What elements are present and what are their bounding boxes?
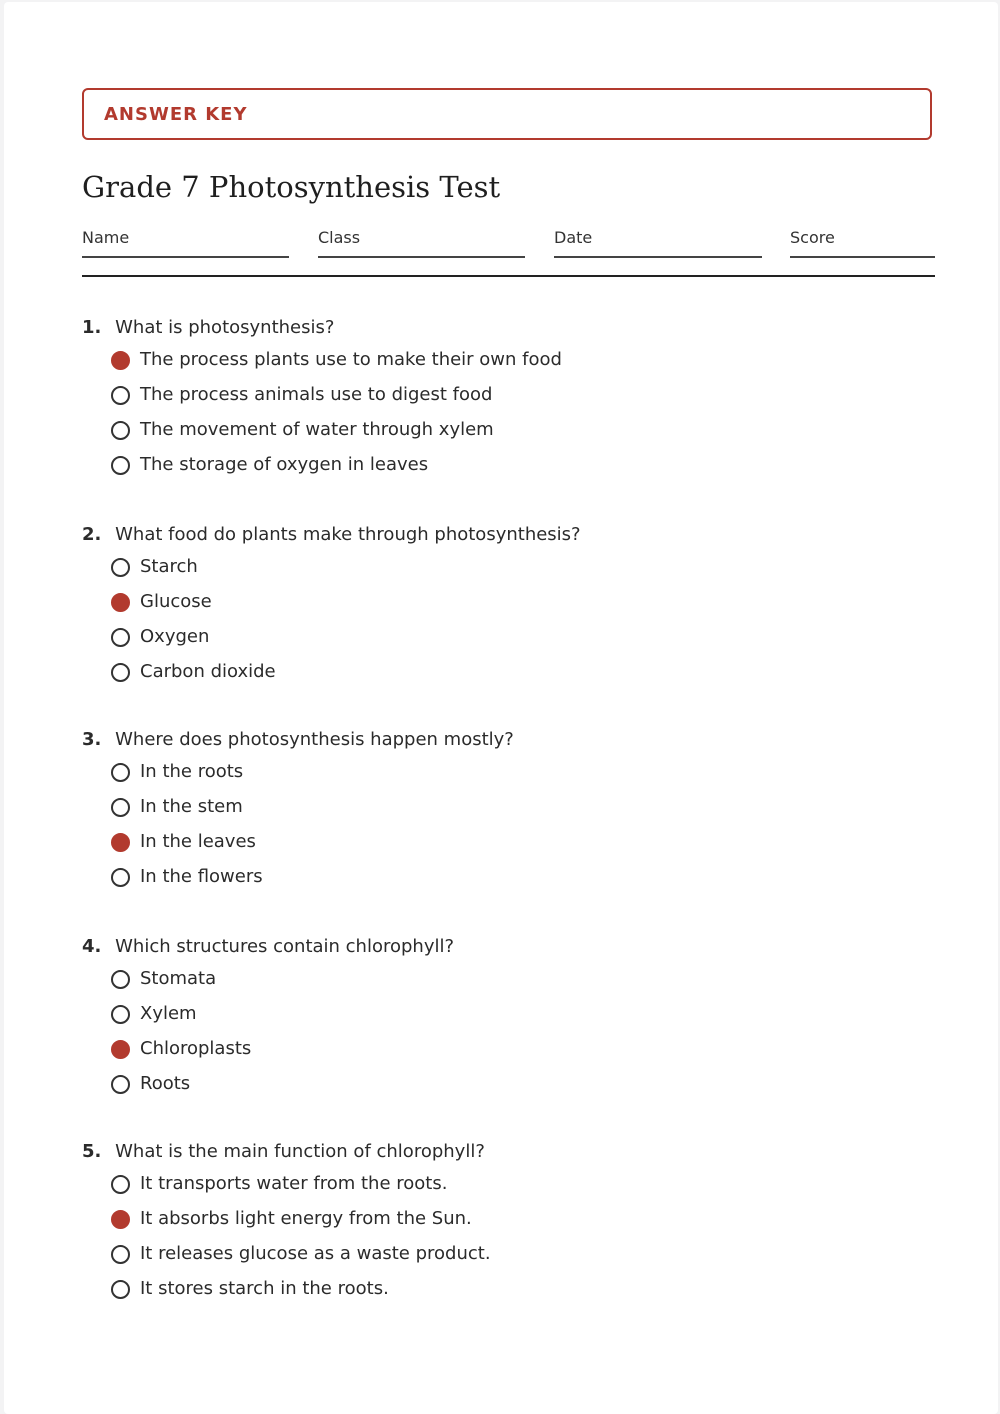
option-label: It stores starch in the roots. xyxy=(140,1278,389,1299)
radio-icon[interactable] xyxy=(111,1075,130,1094)
option[interactable] xyxy=(82,859,514,894)
radio-icon[interactable] xyxy=(111,833,130,852)
radio-icon[interactable] xyxy=(111,1175,130,1194)
header-divider xyxy=(82,275,935,277)
option[interactable] xyxy=(82,342,562,377)
option-label: Roots xyxy=(140,1073,191,1094)
radio-icon[interactable] xyxy=(111,663,130,682)
option-label: Starch xyxy=(140,556,198,577)
option[interactable] xyxy=(82,1166,491,1201)
radio-icon[interactable] xyxy=(111,456,130,475)
radio-icon[interactable] xyxy=(111,970,130,989)
question-number: 3. xyxy=(82,729,102,750)
radio-icon[interactable] xyxy=(111,1280,130,1299)
option-label: Glucose xyxy=(140,591,212,612)
option-label: The process plants use to make their own food xyxy=(140,349,562,370)
radio-icon[interactable] xyxy=(111,763,130,782)
option[interactable] xyxy=(82,789,514,824)
option[interactable] xyxy=(82,1201,491,1236)
radio-icon[interactable] xyxy=(111,1040,130,1059)
question-4 xyxy=(82,933,454,1101)
radio-icon[interactable] xyxy=(111,1210,130,1229)
question-text: What is photosynthesis? xyxy=(115,317,335,338)
option-label: It transports water from the roots. xyxy=(140,1173,448,1194)
question-2 xyxy=(82,521,581,689)
option-label: In the stem xyxy=(140,796,243,817)
radio-icon[interactable] xyxy=(111,593,130,612)
question-number: 5. xyxy=(82,1141,102,1162)
class-label: Class xyxy=(318,228,361,247)
question-text: What is the main function of chlorophyll? xyxy=(115,1141,485,1162)
page-title: Grade 7 Photosynthesis Test xyxy=(82,170,501,204)
option[interactable] xyxy=(82,961,454,996)
option[interactable] xyxy=(82,412,562,447)
option-label: Carbon dioxide xyxy=(140,661,276,682)
option[interactable] xyxy=(82,619,581,654)
question-number: 4. xyxy=(82,936,102,957)
option-label: Xylem xyxy=(140,1003,197,1024)
answer-key-label: ANSWER KEY xyxy=(104,103,248,125)
name-field[interactable] xyxy=(82,228,289,258)
option-label: Oxygen xyxy=(140,626,210,647)
radio-icon[interactable] xyxy=(111,558,130,577)
option-label: In the leaves xyxy=(140,831,256,852)
option-label: Chloroplasts xyxy=(140,1038,252,1059)
radio-icon[interactable] xyxy=(111,386,130,405)
answer-key-banner xyxy=(82,88,932,140)
option[interactable] xyxy=(82,654,581,689)
option-label: In the flowers xyxy=(140,866,263,887)
question-text: What food do plants make through photosynthesis? xyxy=(115,524,581,545)
option[interactable] xyxy=(82,996,454,1031)
question-text: Which structures contain chlorophyll? xyxy=(115,936,455,957)
question-number: 1. xyxy=(82,317,102,338)
name-label: Name xyxy=(82,228,130,247)
radio-icon[interactable] xyxy=(111,798,130,817)
option-label: It releases glucose as a waste product. xyxy=(140,1243,491,1264)
question-3 xyxy=(82,726,514,894)
option-label: The storage of oxygen in leaves xyxy=(140,454,429,475)
radio-icon[interactable] xyxy=(111,628,130,647)
option[interactable] xyxy=(82,377,562,412)
option[interactable] xyxy=(82,754,514,789)
date-label: Date xyxy=(554,228,593,247)
date-field[interactable] xyxy=(554,228,762,258)
option-label: In the roots xyxy=(140,761,244,782)
radio-icon[interactable] xyxy=(111,868,130,887)
radio-icon[interactable] xyxy=(111,421,130,440)
test-page xyxy=(4,2,998,1414)
option-label: The movement of water through xylem xyxy=(140,419,494,440)
option-label: Stomata xyxy=(140,968,217,989)
option-label: The process animals use to digest food xyxy=(140,384,493,405)
option[interactable] xyxy=(82,1271,491,1306)
question-number: 2. xyxy=(82,524,102,545)
question-text: Where does photosynthesis happen mostly? xyxy=(115,729,514,750)
option[interactable] xyxy=(82,824,514,859)
radio-icon[interactable] xyxy=(111,1245,130,1264)
score-label: Score xyxy=(790,228,835,247)
option[interactable] xyxy=(82,584,581,619)
question-5 xyxy=(82,1138,491,1306)
radio-icon[interactable] xyxy=(111,351,130,370)
option[interactable] xyxy=(82,549,581,584)
score-field[interactable] xyxy=(790,228,935,258)
question-1 xyxy=(82,314,562,482)
class-field[interactable] xyxy=(318,228,525,258)
radio-icon[interactable] xyxy=(111,1005,130,1024)
option-label: It absorbs light energy from the Sun. xyxy=(140,1208,472,1229)
option[interactable] xyxy=(82,1236,491,1271)
option[interactable] xyxy=(82,447,562,482)
option[interactable] xyxy=(82,1066,454,1101)
option[interactable] xyxy=(82,1031,454,1066)
